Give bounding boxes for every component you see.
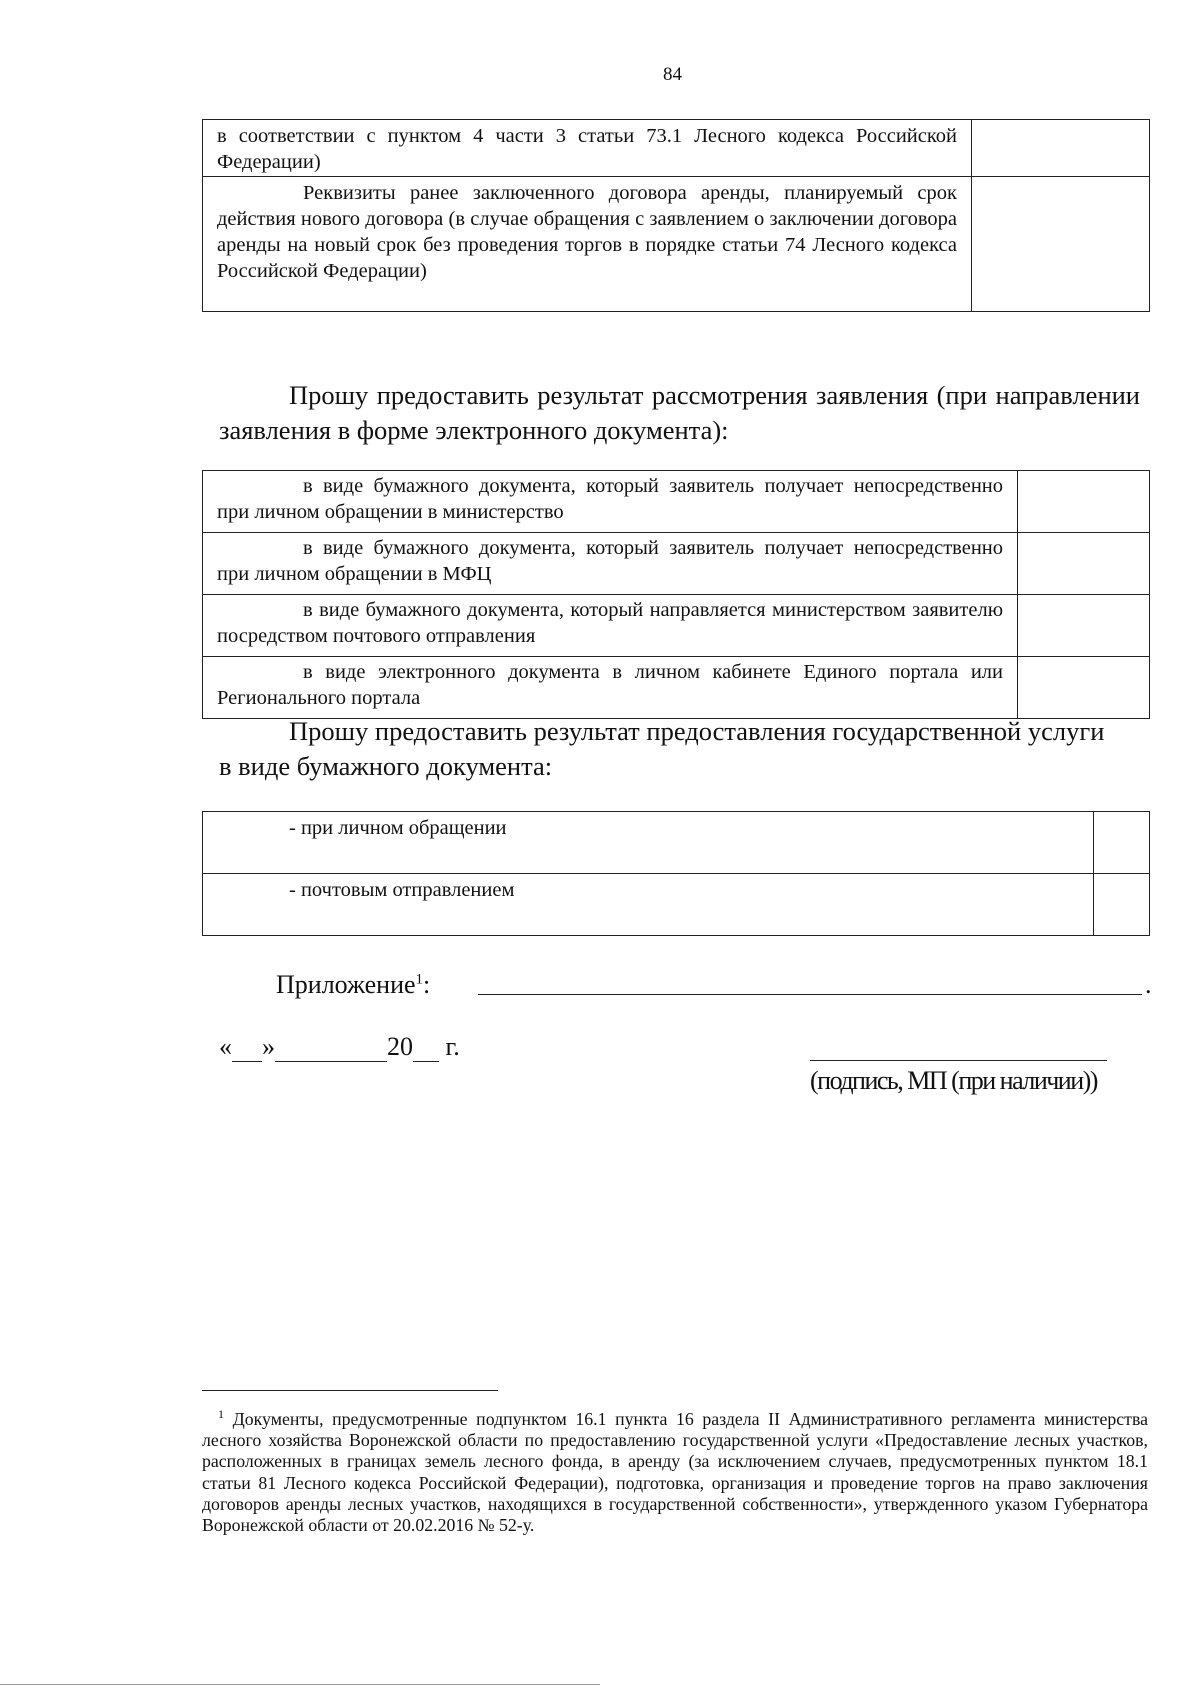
table-row bbox=[203, 471, 1150, 533]
result-request-paragraph: Прошу предоставить результат рассмотрения заявления (при направлении заявления в форме электронного документа): bbox=[219, 380, 1140, 445]
attachment-label-text: Приложение bbox=[276, 970, 416, 999]
attachment-end: . bbox=[1145, 970, 1152, 999]
table-row bbox=[203, 812, 1150, 874]
attachment-input-line[interactable] bbox=[478, 994, 1142, 995]
table-row bbox=[203, 595, 1150, 657]
scan-edge-line bbox=[0, 1684, 600, 1685]
table-row bbox=[203, 657, 1150, 719]
table-row bbox=[203, 874, 1150, 936]
footnote-text: Документы, предусмотренные подпунктом 16.1 пункта 16 раздела II Административного регламента министерства лесного хозяйства Воронежской области по предоставлению государственной услуги «Предоставление лесных участков, расположенных в границах земель лесного фонда, в аренду (за исключением случаев, предусмотренных пунктом 18.1 статьи 81 Лесного кодекса Российской Федерации), подготовка, организация и проведение торгов на право заключения договоров аренды лесных участков, находящихся в государственной собственности», утвержденного указом Губернатора Воронежской области от 20.02.2016 № 52-у. bbox=[202, 1408, 1148, 1535]
table-row bbox=[203, 177, 1150, 312]
table-row bbox=[203, 120, 1150, 177]
signature-line[interactable] bbox=[810, 1060, 1107, 1061]
table-cell-text: Реквизиты ранее заключенного договора аренды, планируемый срок действия нового договора (в случае обращения с заявлением о заключении договора аренды на новый срок без проведения торгов в порядке статьи 74 Лесного кодекса Российской Федерации) bbox=[203, 177, 972, 312]
option-text: в виде бумажного документа, который заявитель получает непосредственно при личном обращении в МФЦ bbox=[203, 533, 1018, 595]
footnote-mark: 1 bbox=[415, 971, 424, 988]
footnote-separator bbox=[202, 1390, 498, 1391]
attachment-label bbox=[276, 970, 430, 1000]
day-blank[interactable] bbox=[232, 1033, 262, 1062]
date-open-quote: « bbox=[219, 1032, 232, 1061]
footnote-number: 1 bbox=[218, 1407, 224, 1421]
signature-caption: (подпись, МП (при наличии)) bbox=[810, 1066, 1097, 1095]
attachment-colon: : bbox=[423, 970, 431, 999]
year-prefix: 20 bbox=[387, 1032, 413, 1061]
option-text: - почтовым отправлением bbox=[203, 874, 1094, 936]
paper-delivery-table bbox=[202, 811, 1150, 936]
option-text: в виде бумажного документа, который заявитель получает непосредственно при личном обращении в министерство bbox=[203, 471, 1018, 533]
details-table bbox=[202, 119, 1150, 312]
page-number: 84 bbox=[663, 64, 682, 85]
footnote bbox=[202, 1404, 1148, 1536]
date-close-quote: » bbox=[262, 1032, 275, 1061]
paper-result-paragraph: Прошу предоставить результат предоставления государственной услуги в виде бумажного документа: bbox=[219, 716, 1105, 781]
option-checkbox-cell[interactable] bbox=[1018, 471, 1150, 533]
year-suffix: г. bbox=[445, 1032, 460, 1061]
table-cell-empty[interactable] bbox=[972, 120, 1150, 177]
table-cell-text: в соответствии с пунктом 4 части 3 статьи 73.1 Лесного кодекса Российской Федерации) bbox=[203, 120, 972, 177]
option-checkbox-cell[interactable] bbox=[1094, 874, 1150, 936]
table-cell-empty[interactable] bbox=[972, 177, 1150, 312]
option-checkbox-cell[interactable] bbox=[1094, 812, 1150, 874]
option-checkbox-cell[interactable] bbox=[1018, 657, 1150, 719]
delivery-options-table bbox=[202, 470, 1150, 719]
table-row bbox=[203, 533, 1150, 595]
date-field bbox=[219, 1032, 460, 1062]
year-blank[interactable] bbox=[413, 1033, 439, 1062]
option-checkbox-cell[interactable] bbox=[1018, 533, 1150, 595]
option-text: в виде электронного документа в личном кабинете Единого портала или Регионального портала bbox=[203, 657, 1018, 719]
option-text: в виде бумажного документа, который направляется министерством заявителю посредством почтового отправления bbox=[203, 595, 1018, 657]
month-blank[interactable] bbox=[275, 1033, 387, 1062]
option-text: - при личном обращении bbox=[203, 812, 1094, 874]
option-checkbox-cell[interactable] bbox=[1018, 595, 1150, 657]
